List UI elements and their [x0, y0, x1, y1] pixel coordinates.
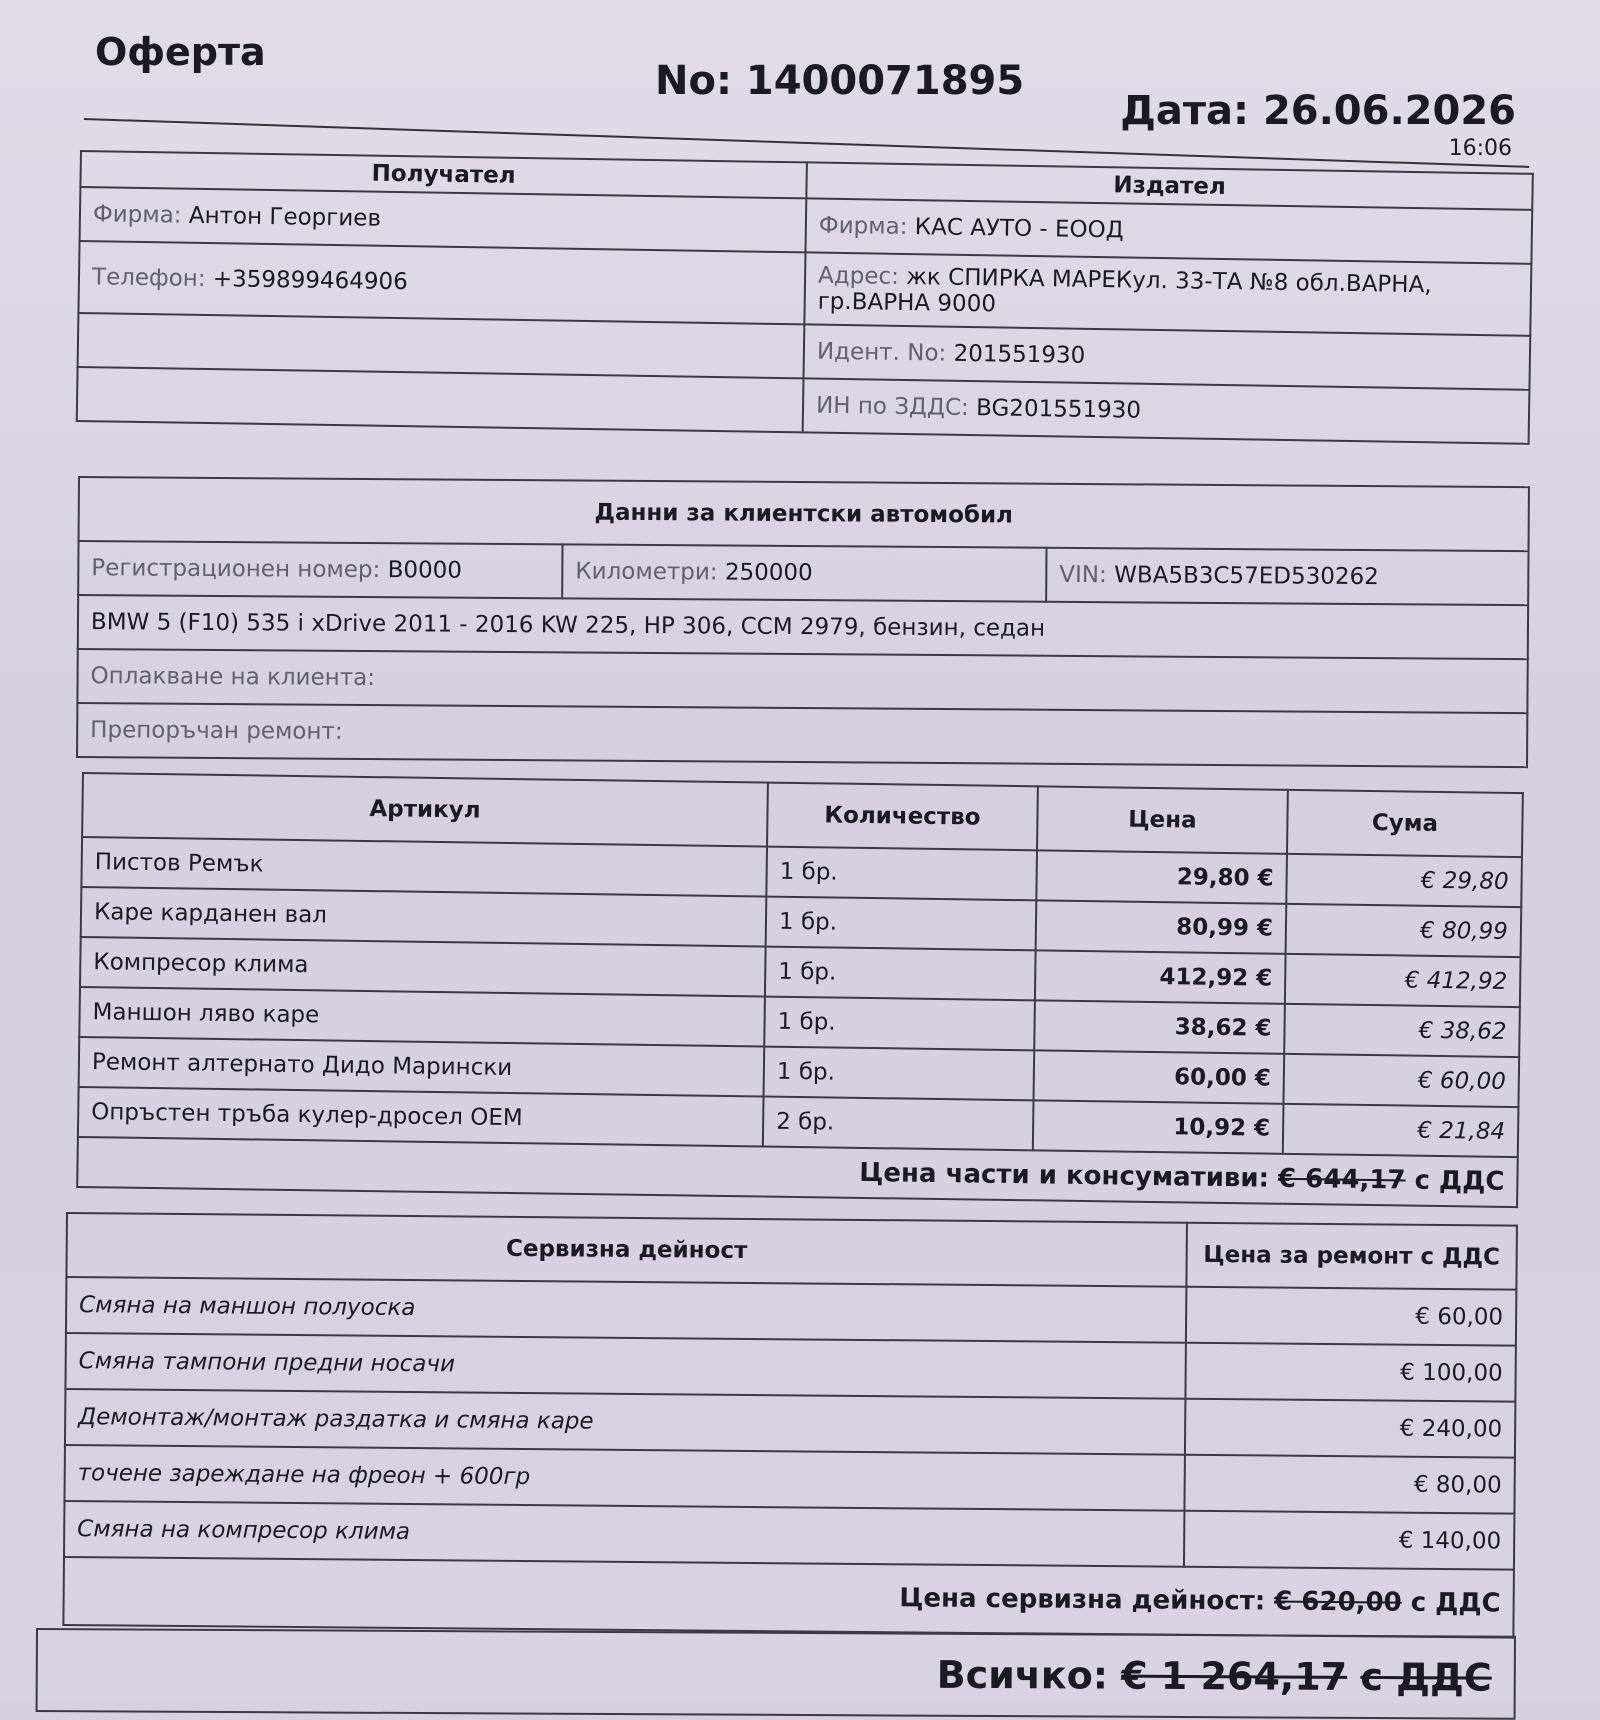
- service-name: Смяна на маншон полуоска: [66, 1277, 1186, 1343]
- vehicle-model: BMW 5 (F10) 535 i xDrive 2011 - 2016 KW 225, HP 306, CCM 2979, бензин, седан: [78, 595, 1528, 659]
- service-price: € 140,00: [1184, 1511, 1514, 1570]
- issuer-heading: Издател: [806, 162, 1532, 209]
- item-price: 38,62 €: [1034, 1000, 1285, 1053]
- recommended-repair: Препоръчан ремонт:: [77, 703, 1527, 767]
- service-name: Смяна тампони предни носачи: [65, 1333, 1185, 1399]
- col-quantity: Количество: [767, 783, 1038, 851]
- col-article: Артикул: [82, 773, 768, 847]
- parties-table: [76, 150, 1534, 445]
- item-qty: 2 бр.: [763, 1097, 1034, 1151]
- services-table: [62, 1212, 1518, 1639]
- parts-total: Цена части и консумативи: € 644,17 с ДДС: [77, 1137, 1518, 1207]
- service-name: точене зареждане на фреон + 600гр: [64, 1445, 1184, 1511]
- parts-table: [76, 772, 1524, 1208]
- col-sum: Сума: [1287, 790, 1523, 857]
- offer-number: No: 1400071895: [655, 58, 1025, 104]
- item-price: 29,80 €: [1036, 850, 1287, 903]
- vehicle-vin: VIN: WBA5B3C57ED530262: [1046, 548, 1528, 605]
- recipient-empty-row: [77, 367, 804, 432]
- service-name: Смяна на компресор клима: [64, 1501, 1184, 1567]
- item-price: 10,92 €: [1033, 1100, 1284, 1153]
- grand-total: Всичко: € 1 264,17 с ДДС: [936, 1652, 1492, 1700]
- offer-date: Дата: 26.06.2026: [1120, 88, 1516, 134]
- grand-total-box: [36, 1628, 1516, 1720]
- col-service-price: Цена за ремонт с ДДС: [1186, 1223, 1517, 1290]
- item-qty: 1 бр.: [766, 897, 1037, 951]
- item-sum: € 29,80: [1286, 854, 1522, 907]
- recipient-phone: Телефон: +359899464906: [78, 241, 805, 324]
- item-sum: € 60,00: [1283, 1054, 1519, 1107]
- issuer-ident: Идент. No: 201551930: [804, 324, 1531, 389]
- item-name: Ремонт алтернато Дидо Марински: [79, 1037, 765, 1097]
- offer-time: 16:06: [1448, 136, 1512, 161]
- item-sum: € 21,84: [1283, 1104, 1519, 1157]
- issuer-company: Фирма: КАС АУТО - ЕООД: [805, 198, 1532, 263]
- item-name: Маншон ляво каре: [79, 987, 765, 1047]
- item-name: Опръстен тръба кулер-дросел OEM: [78, 1087, 764, 1147]
- item-sum: € 412,92: [1285, 954, 1521, 1007]
- col-service: Сервизна дейност: [66, 1213, 1187, 1287]
- item-sum: € 80,99: [1286, 904, 1522, 957]
- item-name: Пистов Ремък: [81, 837, 767, 897]
- recipient-heading: Получател: [80, 151, 806, 198]
- col-price: Цена: [1037, 786, 1288, 853]
- item-sum: € 38,62: [1284, 1004, 1520, 1057]
- item-name: Компресор клима: [80, 937, 766, 997]
- services-total: Цена сервизна дейност: € 620,00 с ДДС: [63, 1557, 1514, 1638]
- item-price: 412,92 €: [1035, 950, 1286, 1003]
- item-price: 60,00 €: [1034, 1050, 1285, 1103]
- recipient-company: Фирма: Антон Георгиев: [80, 187, 807, 252]
- item-price: 80,99 €: [1036, 900, 1287, 953]
- vehicle-heading: Данни за клиентски автомобил: [79, 477, 1529, 551]
- document-title: Оферта: [95, 30, 266, 74]
- item-qty: 1 бр.: [766, 847, 1037, 901]
- service-price: € 60,00: [1186, 1287, 1516, 1346]
- vehicle-table: [76, 476, 1530, 768]
- vehicle-kilometers: Километри: 250000: [562, 544, 1046, 601]
- service-price: € 100,00: [1185, 1343, 1515, 1402]
- service-price: € 240,00: [1185, 1399, 1515, 1458]
- item-qty: 1 бр.: [765, 947, 1036, 1001]
- item-qty: 1 бр.: [764, 1047, 1035, 1101]
- issuer-vat: ИН по ЗДДС: BG201551930: [803, 378, 1530, 443]
- service-name: Демонтаж/монтаж раздатка и смяна каре: [65, 1389, 1185, 1455]
- service-price: € 80,00: [1184, 1455, 1514, 1514]
- vehicle-registration: Регистрационен номер: B0000: [78, 541, 562, 598]
- issuer-address: Адрес: жк СПИРКА МАРЕКул. 33-ТА №8 обл.ВАРНА, гр.ВАРНА 9000: [804, 252, 1531, 335]
- item-name: Каре карданен вал: [81, 887, 767, 947]
- client-complaint: Оплакване на клиента:: [77, 649, 1527, 713]
- item-qty: 1 бр.: [764, 997, 1035, 1051]
